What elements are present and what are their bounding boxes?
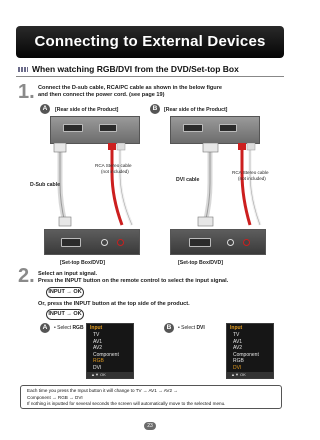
section-divider: [16, 76, 284, 77]
device-audio-left-jack-icon: [101, 239, 108, 246]
osd-a-select-value: RGB: [72, 325, 84, 331]
section-dots-icon: [18, 67, 28, 72]
osd-b-item-selected: DVI: [233, 364, 242, 371]
diagram-a-device-label: [Set-top Box/DVD]: [60, 260, 105, 266]
diagram-b-cable-label: DVI cable: [176, 177, 200, 183]
diagram-a-rca-callout: [95, 163, 132, 174]
step-2-line-3: Or, press the INPUT button at the top side of the product.: [38, 301, 190, 307]
diagram-b-cables: [160, 143, 285, 233]
rear-dvi-port-icon: [219, 124, 237, 132]
rear-rgb-port-icon: [63, 124, 83, 132]
osd-b-item: Component: [233, 351, 259, 358]
diagram-a-rear-panel: [50, 116, 140, 144]
diagram-b-rca-label: RCA Stereo cable: [232, 170, 269, 175]
section-header: [16, 62, 284, 77]
section-title: When watching RGB/DVI from the DVD/Set-top Box: [32, 64, 239, 74]
input-cycle-note: [20, 385, 282, 409]
osd-a-menu: [86, 323, 134, 379]
diagram-a-device-panel: [44, 229, 140, 255]
device-rgb-port-icon: [61, 238, 81, 247]
note-line-3: If nothing is inputted for several seconds the screen will automatically move to the selected menu.: [27, 401, 226, 406]
step-1-line-2: and then connect the power cord. (see page 19): [38, 92, 165, 98]
osd-b-select-value: DVI: [196, 325, 205, 331]
osd-b-menu: [226, 323, 274, 379]
device-dvi-port-icon: [189, 238, 211, 247]
device-audio-right-jack-icon: [117, 239, 124, 246]
osd-b-item: RGB: [233, 358, 244, 365]
osd-b-letter: B: [164, 323, 174, 333]
osd-a-item: AV2: [93, 345, 103, 352]
input-ok-product: INPUT → OK: [46, 309, 84, 320]
osd-a-item: TV: [93, 332, 100, 338]
step-1-line-1: Connect the D-sub cable, RCA/PC cable as shown in the below figure: [38, 85, 222, 91]
diagram-b-device-panel: [170, 229, 266, 255]
diagram-a-cable-label: D-Sub cable: [30, 182, 60, 188]
device-audio-left-jack-icon: [227, 239, 234, 246]
osd-a-header: Input: [90, 325, 103, 331]
diagram-b-rear-label: [Rear side of the Product]: [164, 107, 228, 113]
diagram-a-rca-note: (not included): [101, 168, 129, 174]
diagram-a-rear-label: [Rear side of the Product]: [55, 107, 119, 113]
osd-b-item: TV: [233, 332, 240, 338]
rear-rgb-port-icon: [183, 124, 203, 132]
note-line-1: Each time you press the Input button it will change to TV → AV1 → AV2 →: [27, 388, 178, 393]
diagram-b-rear-panel: [170, 116, 260, 144]
osd-a-item: DVI: [93, 364, 102, 371]
rear-dvi-port-icon: [99, 124, 117, 132]
osd-b-select-prefix: • Select: [178, 325, 196, 331]
step-1-number: 1.: [18, 81, 35, 103]
diagram-b-rca-note: (not included): [238, 175, 266, 181]
diagram-b-letter: B: [150, 104, 160, 114]
osd-a-list: [93, 332, 119, 372]
diagram-b-rca-callout: [232, 170, 269, 181]
input-ok-remote: INPUT → OK: [46, 287, 84, 298]
osd-a-item: Component: [93, 351, 119, 358]
osd-b-list: [233, 332, 259, 372]
diagram-a-cables: [30, 143, 155, 233]
step-2-line-2: Press the INPUT button on the remote control to select the input signal.: [38, 278, 229, 284]
osd-b-select-note: [178, 325, 205, 331]
step-2-line-1: Select an input signal.: [38, 271, 98, 277]
osd-b-item: AV2: [233, 345, 243, 352]
device-audio-right-jack-icon: [243, 239, 250, 246]
note-line-2: Component → RGB → DVI: [27, 394, 83, 400]
osd-a-item-selected: RGB: [93, 358, 104, 365]
osd-a-select-prefix: • Select: [54, 325, 72, 331]
diagram-b-device-label: [Set-top Box/DVD]: [178, 260, 223, 266]
osd-a-item: AV1: [93, 338, 103, 345]
diagram-a-rca-label: RCA Stereo cable: [95, 163, 132, 168]
osd-b-header: Input: [230, 325, 243, 331]
osd-a-letter: A: [40, 323, 50, 333]
osd-b-item: AV1: [233, 338, 243, 345]
osd-b-footer: ▲▼ OK: [227, 372, 273, 378]
step-2-number: 2.: [18, 265, 35, 287]
page-number: 23: [144, 422, 156, 430]
page-title: Connecting to External Devices: [16, 26, 284, 58]
diagram-a-letter: A: [40, 104, 50, 114]
osd-a-footer: ▲▼ OK: [87, 372, 133, 378]
osd-a-select-note: [54, 325, 84, 331]
